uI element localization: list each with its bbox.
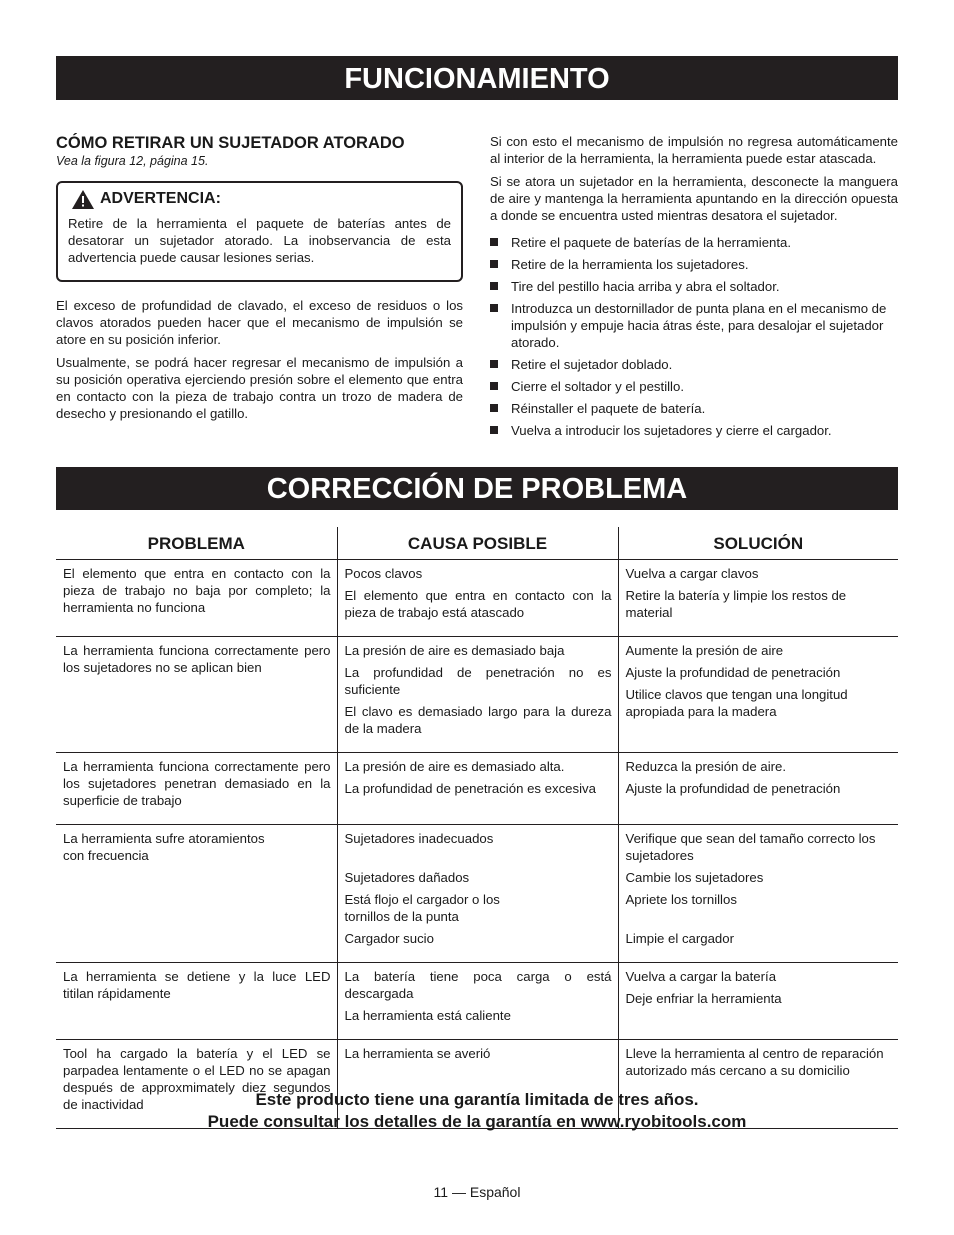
table-row [56,963,898,1040]
table-row [56,825,898,963]
step-item: Retire el sujetador doblado. [490,356,898,373]
step-item: Retire de la herramienta los sujetadores. [490,256,898,273]
section-title: CÓMO RETIRAR UN SUJETADOR ATORADO [56,134,405,152]
step-item: Introduzca un destornillador de punta plana en el mecanismo de impulsión y empuje hacia átras éste, para desalojar el sujetador atorado. [490,300,898,351]
cause-cell: La presión de aire es demasiado alta. La profundidad de penetración es excesiva [337,753,618,825]
warning-text: Retire de la herramienta el paquete de baterías antes de desatorar un sujetador atorado. La inobservancia de esta advertencia puede causar lesiones serias. [68,216,451,265]
warning-header [72,189,451,209]
solution-cell: Verifique que sean del tamaño correcto los sujetadores Cambie los sujetadores Apriete los tornillos Limpie el cargador [618,825,898,963]
left-column [56,133,463,428]
bullet-square-icon [490,404,498,412]
warranty-footer [0,1089,954,1133]
header-solucion: SOLUCIÓN [618,527,898,560]
bullet-square-icon [490,382,498,390]
cause-cell: Sujetadores inadecuados Sujetadores dañados Está flojo el cargador o los tornillos de la punta Cargador sucio [337,825,618,963]
warning-box [56,181,463,282]
right-paragraph: Si se atora un sujetador en la herramienta, desconecte la manguera de aire y mantenga la herramienta apuntando en la dirección opuesta a donde se encuentra usted mientras desatora el sujetador. [490,174,898,223]
funcionamiento-banner: FUNCIONAMIENTO [56,56,898,100]
problem-cell: La herramienta se detiene y la luce LED titilan rápidamente [56,963,337,1040]
solution-cell: Aumente la presión de aire Ajuste la profundidad de penetración Utilice clavos que tengan una longitud apropiada para la madera [618,637,898,753]
solution-cell: Lleve la herramienta al centro de reparación autorizado más cercano a su domicilio [618,1040,898,1129]
bullet-square-icon [490,282,498,290]
problem-cell: La herramienta funciona correctamente pero los sujetadores no se aplican bien [56,637,337,753]
cause-cell: La presión de aire es demasiado baja La profundidad de penetración no es suficiente El clavo es demasiado largo para la dureza de la madera [337,637,618,753]
left-paragraph: Usualmente, se podrá hacer regresar el mecanismo de impulsión a su posición operativa ejerciendo presión sobre el elemento que entra en contacto con la pieza de trabajo contra un trozo de madera de desecho y presionando el gatillo. [56,355,463,421]
solution-cell: Vuelva a cargar clavos Retire la batería y limpie los restos de material [618,560,898,637]
bullet-square-icon [490,238,498,246]
warning-title: ADVERTENCIA: [100,190,221,207]
cause-cell: La herramienta se averió [337,1040,618,1129]
warranty-line-1: Este producto tiene una garantía limitada de tres años. [255,1090,699,1109]
step-item: Tire del pestillo hacia arriba y abra el soltador. [490,278,898,295]
table-header-row [56,527,898,560]
left-paragraph: El exceso de profundidad de clavado, el exceso de residuos o los clavos atorados pueden hacer que el mecanismo de impulsión se atore en su posición inferior. [56,298,463,347]
solution-cell: Vuelva a cargar la batería Deje enfriar la herramienta [618,963,898,1040]
troubleshooting-table [56,527,898,1129]
cause-cell: La batería tiene poca carga o está descargada La herramienta está caliente [337,963,618,1040]
steps-list [490,234,898,439]
solution-cell: Reduzca la presión de aire. Ajuste la profundidad de penetración [618,753,898,825]
table-row [56,560,898,637]
header-problema: PROBLEMA [56,527,337,560]
problem-cell: Tool ha cargado la batería y el LED se parpadea lentamente o el LED no se apagan después de approxmimately diez segundos de inactividad [56,1040,337,1129]
step-item: Cierre el soltador y el pestillo. [490,378,898,395]
bullet-square-icon [490,360,498,368]
warranty-line-2: Puede consultar los detalles de la garantía en www.ryobitools.com [207,1112,747,1131]
bullet-square-icon [490,260,498,268]
warning-triangle-icon [72,190,94,209]
right-column [490,133,898,444]
correccion-banner: CORRECCIÓN DE PROBLEMA [56,467,898,510]
step-item: Retire el paquete de baterías de la herramienta. [490,234,898,251]
right-paragraph: Si con esto el mecanismo de impulsión no regresa automáticamente al interior de la herramienta, la herramienta puede estar atascada. [490,134,898,166]
bullet-square-icon [490,426,498,434]
problem-cell: La herramienta funciona correctamente pero los sujetadores penetran demasiado en la superficie de trabajo [56,753,337,825]
problem-cell: La herramienta sufre atoramientos con frecuencia [56,825,337,963]
table-row [56,637,898,753]
figure-reference: Vea la figura 12, página 15. [56,154,209,168]
step-item: Vuelva a introducir los sujetadores y cierre el cargador. [490,422,898,439]
page-number: 11 — Español [433,1184,521,1200]
problem-cell: El elemento que entra en contacto con la pieza de trabajo no baja por completo; la herramienta no funciona [56,560,337,637]
cause-cell: Pocos clavos El elemento que entra en contacto con la pieza de trabajo está atascado [337,560,618,637]
step-item: Réinstaller el paquete de batería. [490,400,898,417]
header-causa: CAUSA POSIBLE [337,527,618,560]
bullet-square-icon [490,304,498,312]
table-row [56,753,898,825]
